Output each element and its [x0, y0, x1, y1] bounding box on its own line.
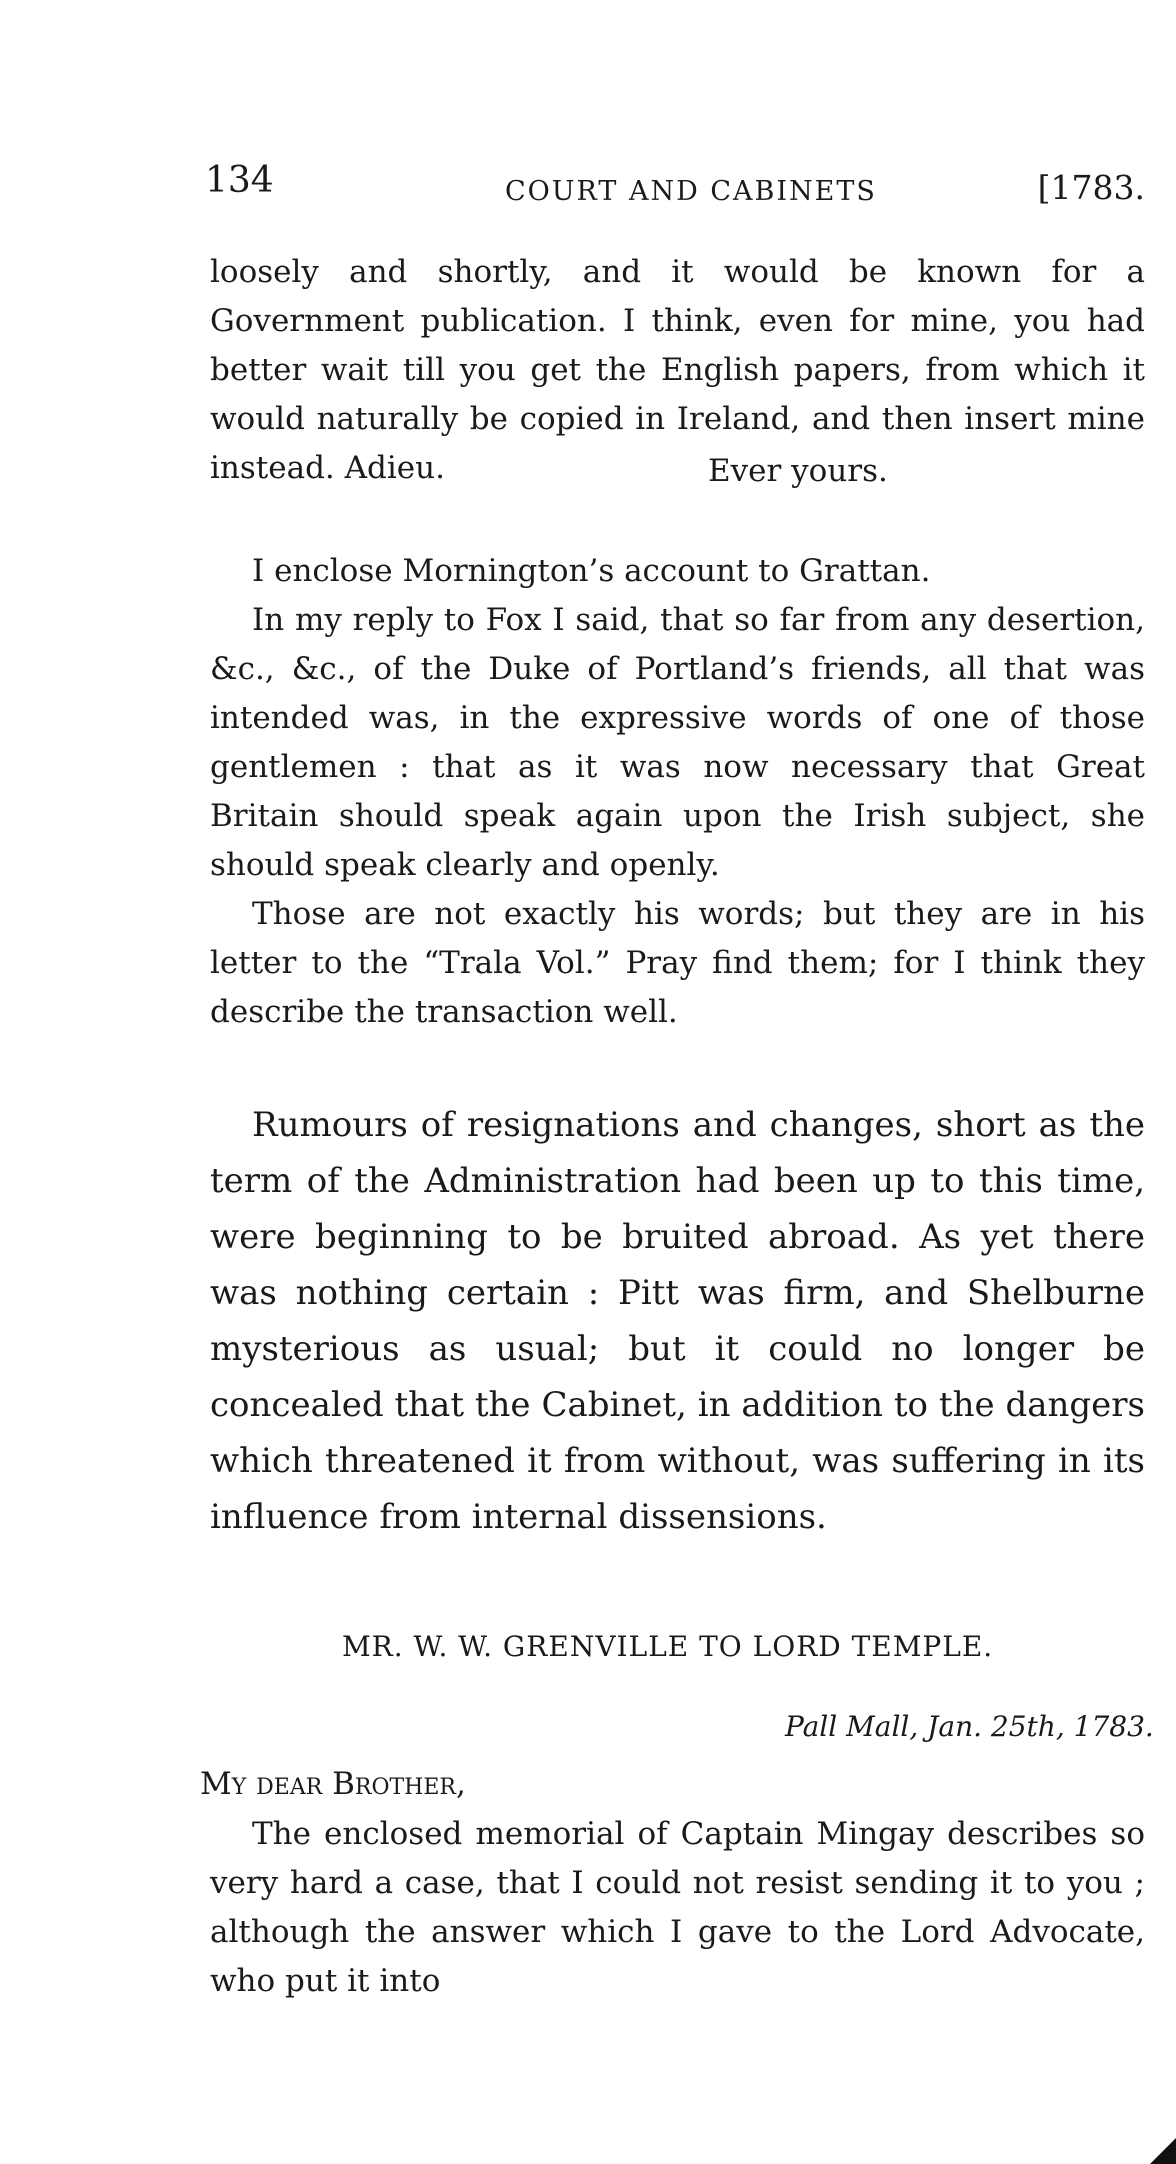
year-mark: [1783. [1037, 168, 1145, 207]
letter-heading: MR. W. W. GRENVILLE TO LORD TEMPLE. [342, 1630, 994, 1663]
page-header [205, 160, 1145, 210]
letter-body-paragraph: The enclosed memorial of Captain Mingay describes so very hard a case, that I could not resist sending it to you ; although the answer which I gave to the Lord Advocate, who put it into [210, 1816, 1145, 1999]
postscript-paragraph-1: I enclose Mornington’s account to Grattan. [252, 553, 931, 589]
page-number: 134 [205, 160, 274, 201]
continuation-block [210, 248, 1145, 493]
postscript-paragraph-2: In my reply to Fox I said, that so far from any desertion, &c., &c., of the Duke of Portland’s friends, all that was intended was, in the expressive words of one of those gentlemen : that as it was now necessary that Great Britain should speak again upon the Irish subject, she should speak clearly and openly. [210, 602, 1145, 883]
letter-dateline: Pall Mall, Jan. 25th, 1783. [785, 1710, 1154, 1743]
postscript-block [210, 547, 1145, 1037]
narrative-paragraph: Rumours of resignations and changes, short as the term of the Administration had been up to this time, were beginning to be bruited abroad. As yet there was nothing certain : Pitt was firm, and Shelburne mysterious as usual; but it could no longer be concealed that the Cabinet, in addition to the dangers which threatened it from without, was suffering in its influence from internal dissensions. [210, 1105, 1145, 1537]
letter-body-block [210, 1810, 1145, 2006]
continuation-paragraph: loosely and shortly, and it would be known for a Government publication. I think, even for mine, you had better wait till you get the English papers, from which it would naturally be copied in Ireland, and then insert mine instead. Adieu. [210, 254, 1145, 486]
postscript-paragraph-3: Those are not exactly his words; but they are in his letter to the “Trala Vol.” Pray find them; for I think they describe the transaction well. [210, 896, 1145, 1030]
running-head: COURT AND CABINETS [505, 176, 877, 207]
page-corner-mark [1150, 2138, 1176, 2164]
narrative-block [210, 1097, 1145, 1545]
signoff: Ever yours. [708, 453, 888, 489]
letter-salutation: My dear Brother, [200, 1766, 466, 1802]
